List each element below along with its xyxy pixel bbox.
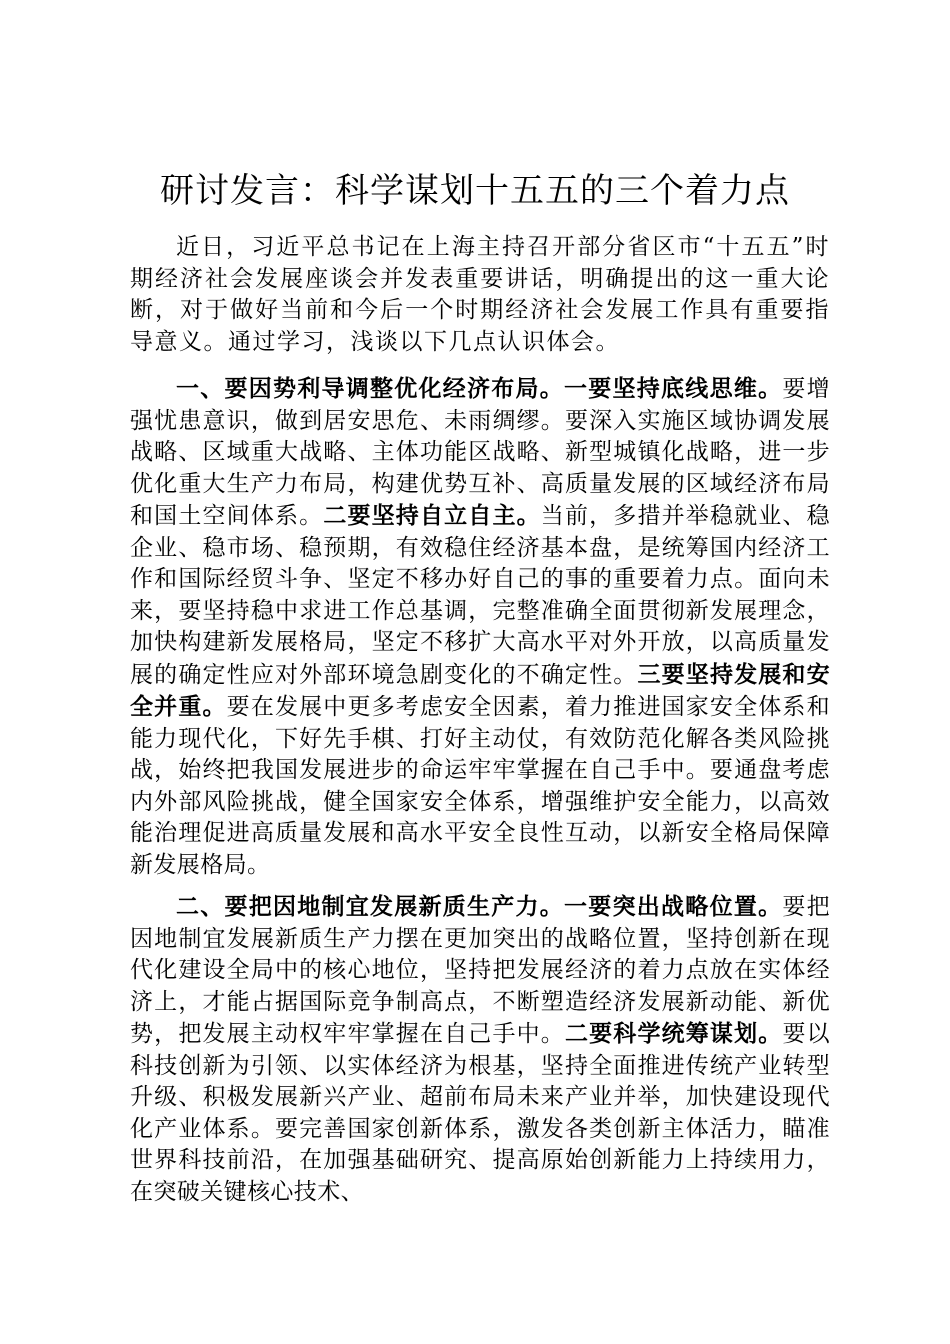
section-2-point-1-label: 一要突出战略位置。 bbox=[564, 893, 783, 920]
section-1-point-2-text: 当前，多措并举稳就业、稳企业、稳市场、稳预期，有效稳住经济基本盘，是统筹国内经济工作和国际经贸斗争、坚定不移办好自己的事的重要着力点。面向未来，要坚持稳中求进工作总基调，完整准确全面贯彻新发展理念，加快构建新发展格局，坚定不移扩大高水平对外开放，以高质量发展的确定性应对外部环境急剧变化的不确定性。 bbox=[130, 503, 830, 688]
intro-paragraph: 近日，习近平总书记在上海主持召开部分省区市“十五五”时期经济社会发展座谈会并发表重要讲话，明确提出的这一重大论断，对于做好当前和今后一个时期经济社会发展工作具有重要指导意义。通过学习，浅谈以下几点认识体会。 bbox=[130, 234, 830, 355]
section-1-point-2-label: 二要坚持自立自主。 bbox=[323, 502, 541, 529]
section-2-heading: 二、要把因地制宜发展新质生产力。 bbox=[176, 893, 565, 920]
section-2-point-2-text: 要以科技创新为引领、以实体经济为根基，坚持全面推进传统产业转型升级、积极发展新兴产业、超前布局未来产业并举，加快建设现代化产业体系。要完善国家创新体系，激发各类创新主体活力，瞄准世界科技前沿，在加强基础研究、提高原始创新能力上持续用力，在突破关键核心技术、 bbox=[130, 1021, 831, 1205]
section-2-point-1-text: 要把因地制宜发展新质生产力摆在更加突出的战略位置，坚持创新在现代化建设全局中的核心地位，坚持把发展经济的着力点放在实体经济上，才能占据国际竞争制高点，不断塑造经济发展新动能、新优势，把发展主动权牢牢掌握在自己手中。 bbox=[130, 894, 830, 1047]
section-1-point-1-label: 一要坚持底线思维。 bbox=[564, 375, 783, 402]
section-1-paragraph bbox=[130, 373, 830, 881]
section-2-paragraph bbox=[130, 891, 830, 1208]
section-1-point-3-text: 要在发展中更多考虑安全因素，着力推进国家安全体系和能力现代化，下好先手棋、打好主动仗，有效防范化解各类风险挑战，始终把我国发展进步的命运牢牢掌握在自己手中。要通盘考虑内外部风险挑战，健全国家安全体系，增强维护安全能力，以高效能治理促进高质量发展和高水平安全良性互动，以新安全格局保障新发展格局。 bbox=[130, 694, 830, 878]
section-2-point-2-label: 二要科学统筹谋划。 bbox=[564, 1020, 783, 1047]
section-1-point-3-label: 三要坚持发展和安全并重。 bbox=[130, 660, 831, 720]
section-1-point-1-text: 要增强忧患意识，做到居安思危、未雨绸缪。要深入实施区域协调发展战略、区域重大战略、主体功能区战略、新型城镇化战略，进一步优化重大生产力布局，构建优势互补、高质量发展的区域经济布局和国土空间体系。 bbox=[130, 376, 830, 529]
section-1-heading: 一、要因势利导调整优化经济布局。 bbox=[176, 375, 565, 402]
document-title: 研讨发言：科学谋划十五五的三个着力点 bbox=[160, 171, 790, 211]
